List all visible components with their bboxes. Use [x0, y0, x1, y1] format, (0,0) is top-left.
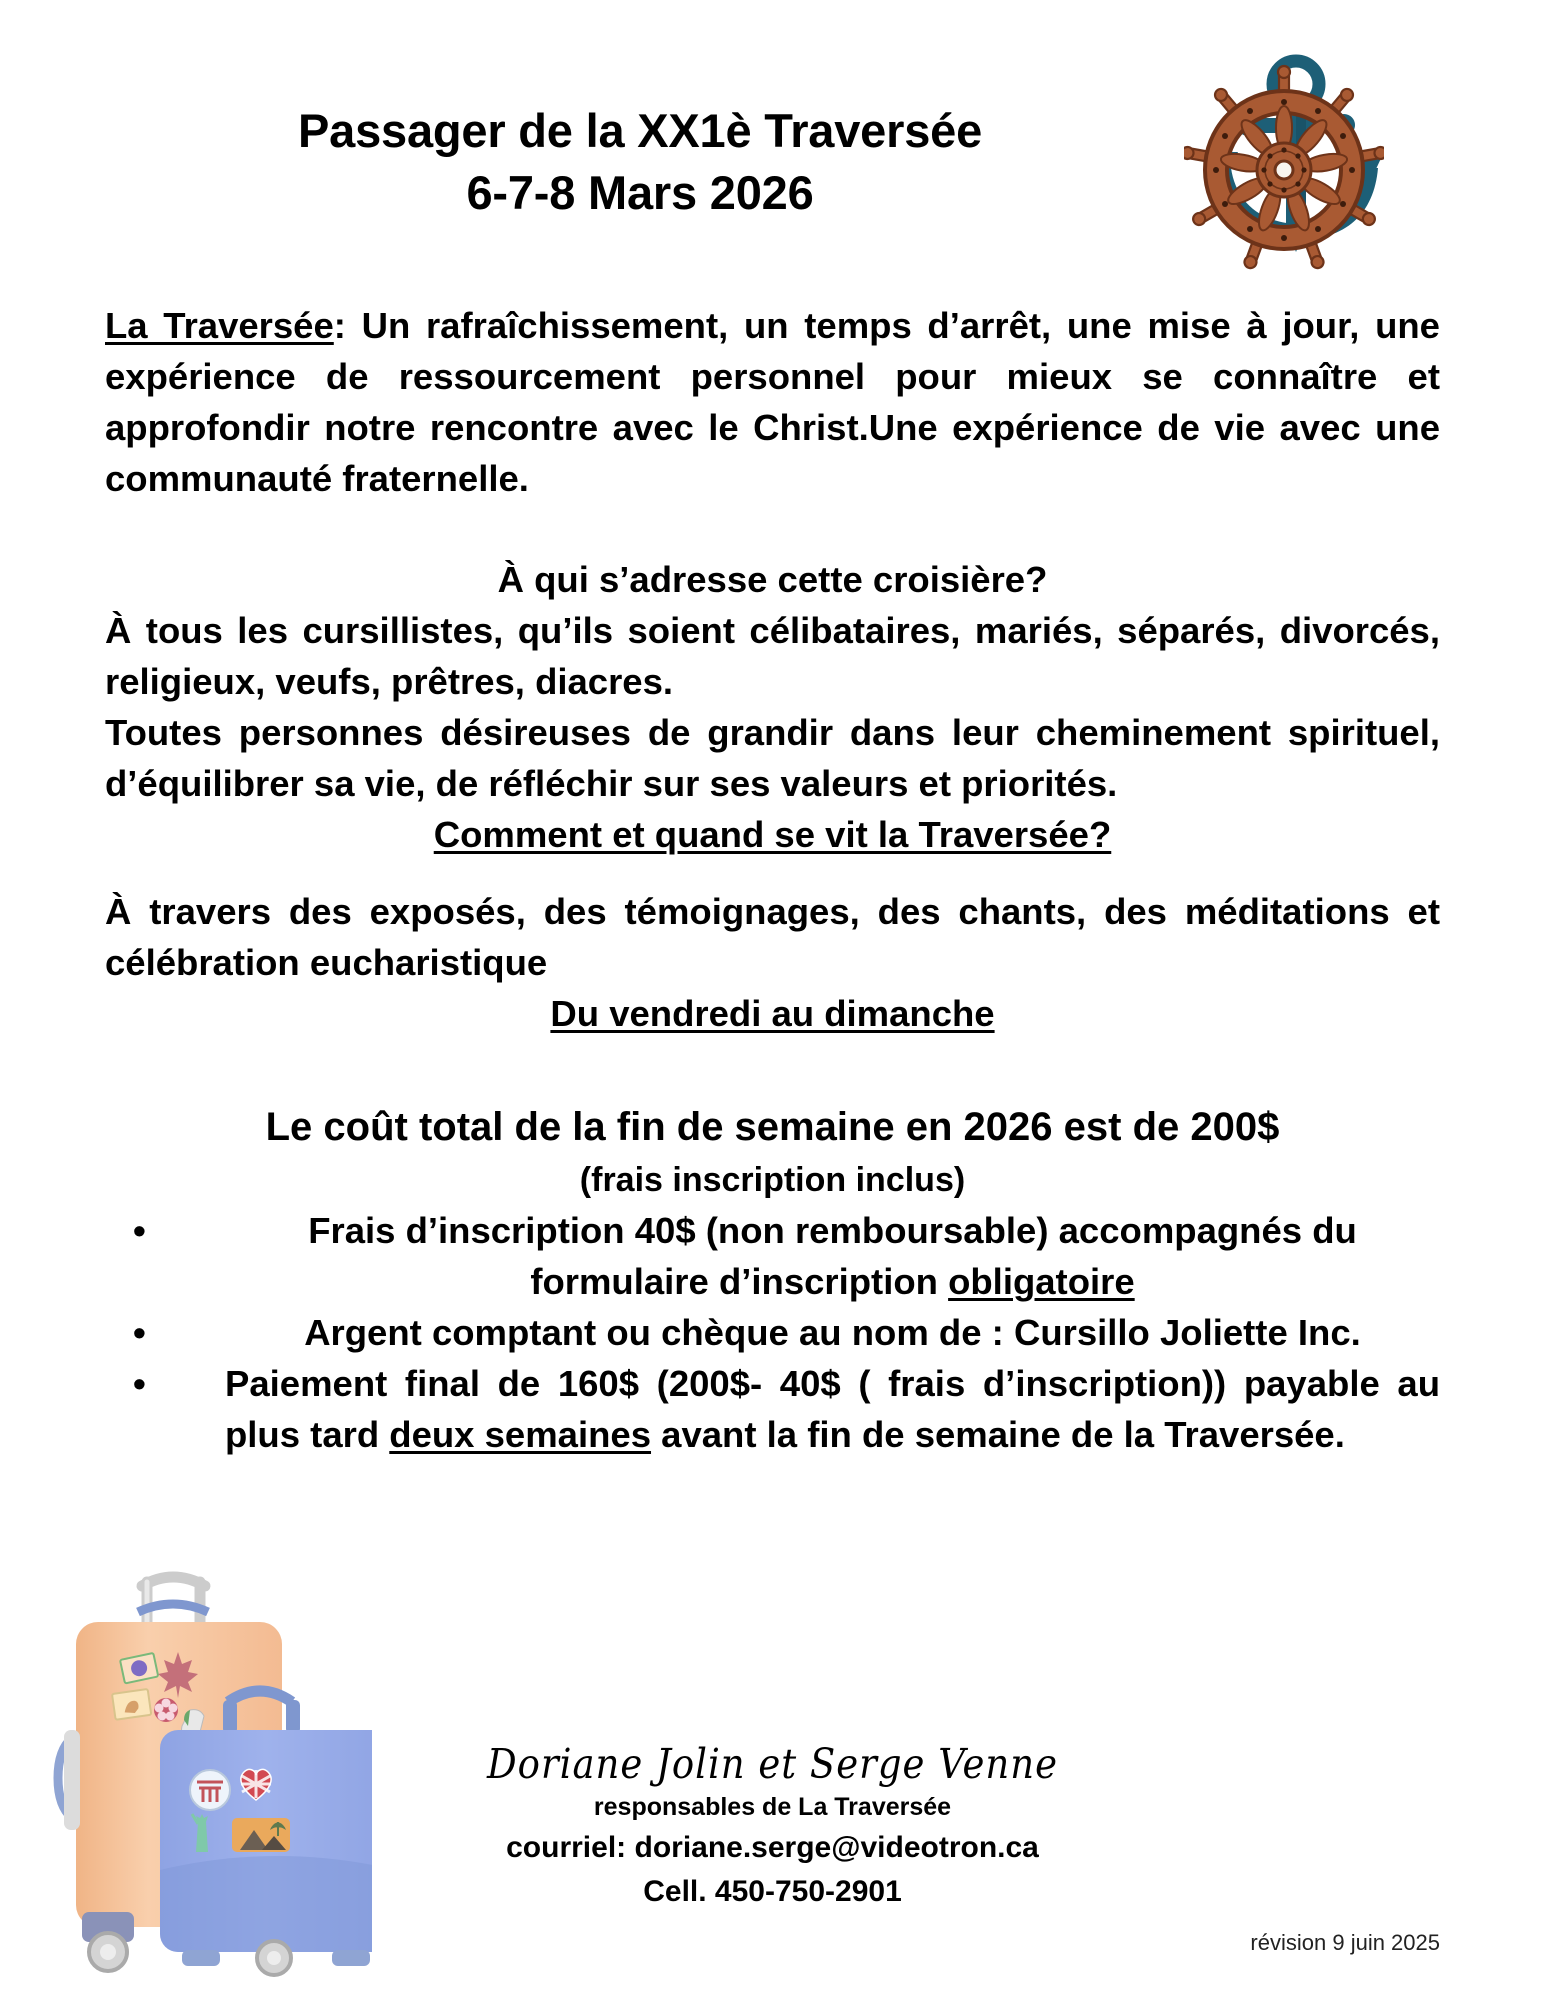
title-line-2: 6-7-8 Mars 2026 [466, 166, 814, 219]
list-item [105, 1205, 1440, 1307]
bullet-3-text-after: avant la fin de semaine de la Traversée. [651, 1414, 1345, 1455]
how-when-text: Du vendredi au dimanche [550, 993, 995, 1034]
footer-contact-block [105, 1742, 1440, 1914]
footer-role: responsables de La Traversée [593, 1793, 952, 1821]
poster-body [105, 300, 1440, 1460]
audience-paragraph-2: Toutes personnes désireuses de grandir dans leur cheminement spirituel, d’équilibrer sa vie, de réfléchir sur ses valeurs et priorités. [105, 712, 1440, 804]
how-heading [105, 809, 1440, 860]
footer-phone: Cell. 450-750-2901 [643, 1875, 902, 1908]
revision-note: révision 9 juin 2025 [1250, 1930, 1440, 1955]
bullet-2-text: Argent comptant ou chèque au nom de : Cursillo Joliette Inc. [304, 1312, 1361, 1353]
footer-email: courriel: doriane.serge@videotron.ca [506, 1831, 1039, 1864]
bullet-1-emphasis: obligatoire [948, 1261, 1135, 1302]
anchor-ship-wheel-icon [1184, 52, 1384, 282]
how-paragraph: À travers des exposés, des témoignages, des chants, des méditations et célébration eucharistique [105, 891, 1440, 983]
list-item [105, 1307, 1440, 1358]
title-line-1: Passager de la XX1è Traversée [297, 104, 983, 157]
how-when [105, 988, 1440, 1039]
list-item [105, 1358, 1440, 1460]
bullet-3-text: Paiement final de 160$ (200$- 40$ ( frais d’inscription)) payable au plus tard [225, 1363, 1440, 1455]
bullet-1-text: Frais d’inscription 40$ (non remboursable) accompagnés du formulaire d’inscription [308, 1210, 1357, 1302]
cost-bullet-list [105, 1205, 1440, 1460]
intro-label: La Traversée [105, 305, 334, 346]
page-title [110, 100, 1170, 224]
bullet-3-emphasis: deux semaines [389, 1414, 652, 1455]
audience-heading: À qui s’adresse cette croisière? [497, 559, 1048, 600]
signature: Doriane Jolin et Serge Venne [487, 1740, 1058, 1789]
cost-subheading: (frais inscription inclus) [579, 1161, 966, 1199]
intro-text: : Un rafraîchissement, un temps d’arrêt, une mise à jour, une expérience de ressourcement personnel pour mieux se connaître et approfondir notre rencontre avec le Christ.Une expérience de vie avec une communauté fraternelle. [105, 305, 1440, 499]
intro-paragraph [105, 300, 1440, 504]
how-heading-text: Comment et quand se vit la Traversée? [433, 814, 1112, 855]
audience-paragraph-1: À tous les cursillistes, qu’ils soient célibataires, mariés, séparés, divorcés, religieux, veufs, prêtres, diacres. [105, 610, 1440, 702]
cost-heading: Le coût total de la fin de semaine en 2026 est de 200$ [265, 1105, 1280, 1149]
